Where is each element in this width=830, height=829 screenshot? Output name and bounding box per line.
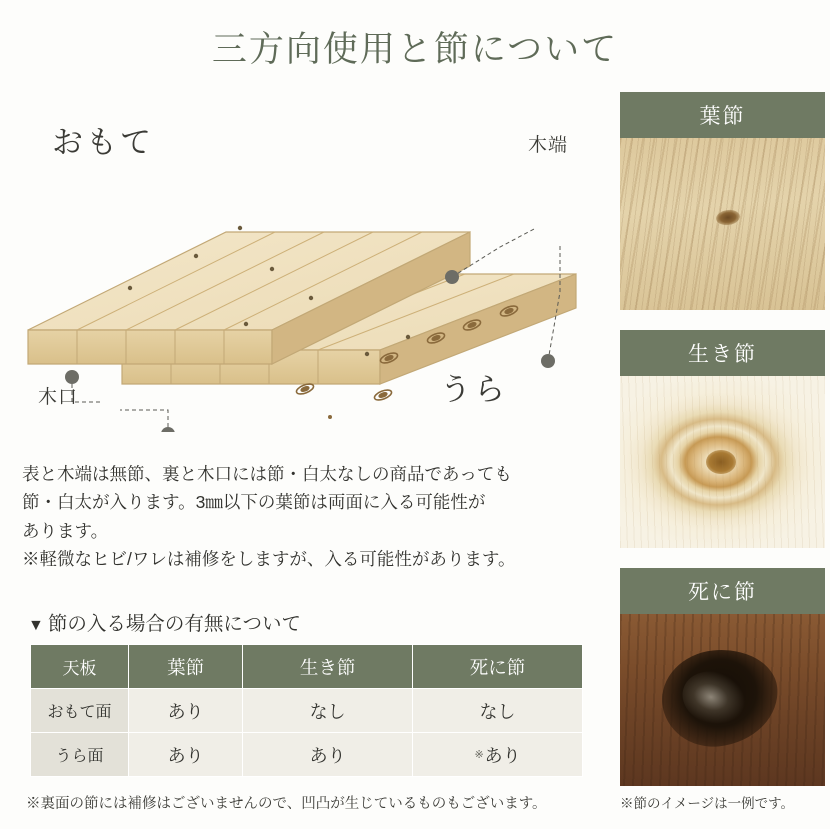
left-column (0, 92, 614, 829)
knot-card-ikibushi (620, 330, 825, 548)
page-title: 三方向使用と節について (211, 30, 619, 69)
label-koguchi: 木口 (38, 387, 79, 408)
triangle-down-icon: ▼ (28, 617, 44, 634)
row-label-ura: うら面 (31, 733, 129, 777)
label-kobashi: 木端 (528, 135, 569, 156)
cell-ura-shinibushi (413, 733, 583, 777)
label-ura: うら (440, 372, 508, 407)
table-heading (28, 608, 301, 636)
knot-photo-habushi (620, 138, 825, 310)
cell-ura-shinibushi-text: あり (484, 745, 521, 766)
board-front-plank (118, 380, 300, 422)
description-text (22, 460, 602, 573)
table-header-tenban: 天板 (31, 645, 129, 689)
photo-footnote: ※節のイメージは一例です。 (620, 796, 795, 811)
knot-photo-ikibushi (620, 376, 825, 548)
cell-ura-habushi: あり (129, 733, 243, 777)
asterisk-mark: ※ (474, 748, 484, 761)
table-footnote: ※裏面の節には補修はございませんので、凹凸が生じているものもございます。 (26, 796, 547, 812)
row-label-omote: おもて面 (31, 689, 129, 733)
live-knot-core (706, 450, 736, 474)
table-row (31, 689, 583, 733)
knot-card-caption-habushi: 葉節 (620, 92, 825, 138)
cell-ura-ikibushi: あり (243, 733, 413, 777)
board-illustration (0, 92, 614, 432)
cell-omote-habushi: あり (129, 689, 243, 733)
right-column (620, 92, 830, 829)
table-header-shinibushi: 死に節 (413, 645, 583, 689)
knot-card-caption-shinibushi: 死に節 (620, 568, 825, 614)
description-line-3: あります。 (22, 520, 109, 541)
knot-card-habushi (620, 92, 825, 310)
knot-photo-shinibushi (620, 614, 825, 786)
description-line-1: 表と木端は無節、裏と木口には節・白太なしの商品であっても (22, 464, 512, 484)
cell-omote-ikibushi: なし (243, 689, 413, 733)
table-header-habushi: 葉節 (129, 645, 243, 689)
cell-omote-shinibushi: なし (413, 689, 583, 733)
leaf-knot-mark (715, 208, 741, 226)
table-header-ikibushi: 生き節 (243, 645, 413, 689)
description-line-2: 節・白太が入ります。3㎜以下の葉節は両面に入る可能性が (22, 492, 486, 513)
knot-card-shinibushi (620, 568, 825, 786)
table-row (31, 733, 583, 777)
label-omote: おもて (52, 125, 154, 160)
table-header-row (31, 645, 583, 689)
knot-table (30, 644, 583, 777)
knot-card-caption-ikibushi: 生き節 (620, 330, 825, 376)
table-heading-text: 節の入る場合の有無について (47, 613, 301, 635)
description-line-4: ※軽微なヒビ/ワレは補修をしますが、入る可能性があります。 (22, 549, 516, 570)
